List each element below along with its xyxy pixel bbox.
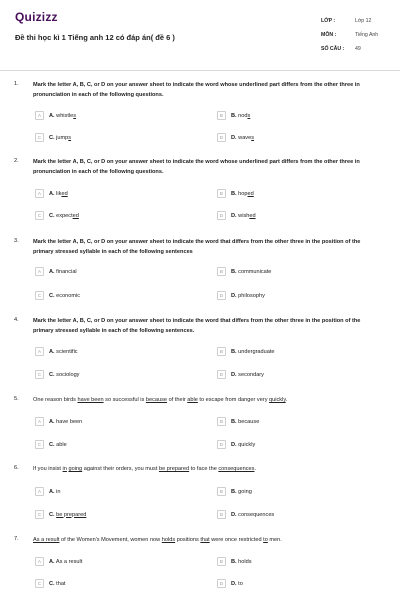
option-letter-box[interactable]: C [35, 370, 44, 379]
option-label: A. [49, 418, 55, 425]
option-label: B. [231, 190, 237, 197]
option-letter-box[interactable]: A [35, 487, 44, 496]
option-text [231, 559, 252, 565]
option-letter-box[interactable]: B [217, 111, 226, 120]
option-word-part: because [238, 418, 260, 425]
option-letter-box[interactable]: C [35, 133, 44, 142]
question-text [33, 396, 379, 406]
question-number: 4. [14, 317, 19, 323]
option-letter-box[interactable]: D [217, 440, 226, 449]
option-text [231, 135, 254, 141]
option-text [49, 512, 86, 518]
option-text [49, 419, 82, 425]
underlined-phrase: As a result [33, 537, 60, 543]
underlined-phrase: able [187, 397, 198, 403]
option-text [231, 442, 255, 448]
answer-option-d[interactable] [217, 290, 265, 301]
question-number: 6. [14, 465, 19, 471]
option-label: C. [49, 292, 55, 299]
option-text [231, 512, 274, 518]
answer-option-b[interactable] [217, 110, 250, 121]
question-text [33, 536, 379, 546]
text-segment: . [285, 397, 288, 403]
question-text: Mark the letter A, B, C, or D on your answer sheet to indicate the word whose underlined part differs from the other three in pronunciation in each of the following questions. [33, 159, 360, 175]
answer-option-d[interactable] [217, 439, 255, 450]
option-label: B. [231, 558, 237, 565]
option-label: C. [49, 441, 55, 448]
text-segment: . [254, 466, 256, 472]
question-number: 7. [14, 536, 19, 542]
answer-option-b[interactable] [217, 556, 252, 567]
answer-option-d[interactable] [217, 210, 256, 221]
answer-option-d[interactable] [217, 578, 243, 589]
option-word-part: that [56, 580, 66, 587]
meta-value: 49 [355, 46, 361, 52]
text-segment: of the Women's Movement, women now [59, 537, 162, 543]
option-word-part: wave [238, 134, 252, 141]
option-text [49, 559, 82, 565]
option-label: B. [231, 418, 237, 425]
underlined-part: s [247, 112, 251, 119]
text-segment: If you insist [33, 466, 63, 472]
answer-option-c[interactable] [35, 509, 86, 520]
option-word-part: economic [56, 292, 81, 299]
meta-value: Lớp 12 [355, 18, 372, 24]
option-text [49, 135, 71, 141]
question-text [33, 465, 379, 475]
underlined-phrase: going [68, 466, 83, 472]
quizizz-logo: Quizizz [15, 10, 58, 24]
option-text [49, 213, 79, 219]
meta-info [321, 14, 391, 56]
answer-option-c[interactable] [35, 290, 80, 301]
option-word-part: financial [56, 268, 77, 275]
meta-row-class [321, 14, 391, 28]
option-label: B. [231, 488, 237, 495]
text-segment: to face the [189, 466, 219, 472]
option-letter-box[interactable]: C [35, 211, 44, 220]
underlined-part: ed [72, 212, 79, 219]
option-label: B. [231, 348, 237, 355]
underlined-part: be prepared [56, 511, 87, 518]
text-segment: were once restricted [209, 537, 264, 543]
option-word-part: philosophy [238, 292, 265, 299]
question-text: Mark the letter A, B, C, or D on your answer sheet to indicate the word whose underlined part differs from the other three in pronunciation in each of the following questions. [33, 82, 360, 98]
option-label: B. [231, 268, 237, 275]
option-label: A. [49, 558, 55, 565]
answer-option-a[interactable] [35, 188, 68, 199]
option-word-part: communicate [238, 268, 272, 275]
underlined-phrase: quickly [269, 397, 286, 403]
answer-option-c[interactable] [35, 369, 79, 380]
option-letter-box[interactable]: A [35, 111, 44, 120]
option-label: D. [231, 441, 237, 448]
option-letter-box[interactable]: C [35, 579, 44, 588]
option-text [231, 372, 264, 378]
underlined-phrase: be prepared [158, 466, 190, 472]
option-word-part: in [56, 488, 61, 495]
option-text [231, 293, 265, 299]
option-text [49, 349, 78, 355]
option-letter-box[interactable]: B [217, 267, 226, 276]
option-letter-box[interactable]: B [217, 189, 226, 198]
option-word-part: wish [238, 212, 250, 219]
option-text [231, 191, 254, 197]
option-text [49, 442, 67, 448]
question-number: 3. [14, 238, 19, 244]
underlined-part: s [251, 134, 255, 141]
option-text [231, 489, 252, 495]
answer-option-a[interactable] [35, 266, 77, 277]
meta-key: MÔN : [321, 32, 337, 38]
option-word-part: undergraduate [238, 348, 275, 355]
option-label: D. [231, 371, 237, 378]
underlined-part: ed [61, 190, 68, 197]
option-letter-box[interactable]: B [217, 347, 226, 356]
option-letter-box[interactable]: D [217, 579, 226, 588]
option-word-part: consequences [238, 511, 275, 518]
answer-option-c[interactable] [35, 132, 71, 143]
option-label: C. [49, 511, 55, 518]
option-letter-box[interactable]: B [217, 487, 226, 496]
option-label: C. [49, 371, 55, 378]
option-text [49, 581, 66, 587]
option-word-part: sociology [56, 371, 80, 378]
option-letter-box[interactable]: D [217, 291, 226, 300]
answer-option-b[interactable] [217, 486, 252, 497]
option-word-part: expect [56, 212, 73, 219]
option-label: A. [49, 190, 55, 197]
underlined-part: s [68, 134, 72, 141]
answer-option-b[interactable] [217, 346, 275, 357]
answer-option-a[interactable] [35, 346, 78, 357]
answer-option-d[interactable] [217, 132, 254, 143]
underlined-phrase: have been [77, 397, 104, 403]
text-segment: positions [175, 537, 201, 543]
option-letter-box[interactable]: A [35, 417, 44, 426]
answer-option-c[interactable] [35, 439, 67, 450]
option-label: C. [49, 212, 55, 219]
option-label: B. [231, 112, 237, 119]
underlined-phrase: to [263, 537, 268, 543]
option-label: D. [231, 212, 237, 219]
option-text [231, 213, 256, 219]
option-letter-box[interactable]: C [35, 291, 44, 300]
answer-option-b[interactable] [217, 188, 254, 199]
option-letter-box[interactable]: D [217, 370, 226, 379]
answer-option-a[interactable] [35, 486, 61, 497]
option-letter-box[interactable]: A [35, 557, 44, 566]
option-word-part: whistle [56, 112, 74, 119]
underlined-phrase: because [145, 397, 168, 403]
answer-option-a[interactable] [35, 110, 76, 121]
meta-key: SỐ CÂU : [321, 46, 345, 52]
option-label: A. [49, 268, 55, 275]
option-letter-box[interactable]: B [217, 417, 226, 426]
text-segment: men. [267, 537, 282, 543]
answer-option-d[interactable] [217, 369, 264, 380]
underlined-part: ed [247, 190, 254, 197]
answer-option-c[interactable] [35, 578, 66, 589]
question-text: Mark the letter A, B, C, or D on your answer sheet to indicate the word that differs from the other three in the position of the primary stressed syllable in each of the following sentences [33, 239, 361, 255]
option-word-part: holds [238, 558, 252, 565]
option-label: A. [49, 488, 55, 495]
option-word-part: nod [238, 112, 248, 119]
question-number: 1. [14, 81, 19, 87]
option-label: C. [49, 580, 55, 587]
answer-option-b[interactable] [217, 416, 259, 427]
underlined-part: ed [249, 212, 256, 219]
text-segment: of their [167, 397, 188, 403]
underlined-phrase: holds [161, 537, 176, 543]
meta-row-subject [321, 28, 391, 42]
option-word-part: lik [56, 190, 62, 197]
meta-value: Tiếng Anh [355, 32, 379, 38]
option-text [231, 581, 243, 587]
option-word-part: jump [56, 134, 69, 141]
option-word-part: hop [238, 190, 248, 197]
option-word-part: to [238, 580, 243, 587]
option-text [49, 489, 61, 495]
option-letter-box[interactable]: C [35, 440, 44, 449]
option-text [49, 269, 77, 275]
question-number: 5. [14, 396, 19, 402]
meta-key: LỚP : [321, 18, 336, 24]
option-letter-box[interactable]: A [35, 347, 44, 356]
option-letter-box[interactable]: A [35, 189, 44, 198]
option-text [49, 372, 79, 378]
option-label: C. [49, 134, 55, 141]
option-word-part: have been [56, 418, 83, 425]
underlined-part: s [73, 112, 77, 119]
option-text [231, 269, 271, 275]
option-label: D. [231, 511, 237, 518]
option-letter-box[interactable]: D [217, 211, 226, 220]
text-segment: so successful is [103, 397, 146, 403]
option-letter-box[interactable]: D [217, 510, 226, 519]
underlined-phrase: that [200, 537, 210, 543]
option-text [231, 419, 259, 425]
text-segment: to escape from danger very [197, 397, 270, 403]
option-word-part: able [56, 441, 67, 448]
option-word-part: As a result [55, 558, 83, 565]
option-label: D. [231, 134, 237, 141]
option-letter-box[interactable]: D [217, 133, 226, 142]
option-label: D. [231, 580, 237, 587]
option-label: A. [49, 112, 55, 119]
option-letter-box[interactable]: A [35, 267, 44, 276]
option-text [231, 349, 275, 355]
option-text [49, 293, 80, 299]
option-word-part: quickly [238, 441, 256, 448]
underlined-phrase: in [62, 466, 67, 472]
option-word-part: scientific [56, 348, 78, 355]
answer-option-b[interactable] [217, 266, 271, 277]
underlined-phrase: consequences [218, 466, 255, 472]
option-text [231, 113, 250, 119]
text-segment: against their orders, you must [82, 466, 159, 472]
answer-option-c[interactable] [35, 210, 79, 221]
question-number: 2. [14, 158, 19, 164]
worksheet-header [0, 0, 400, 66]
text-segment: One reason birds [33, 397, 78, 403]
meta-row-count [321, 42, 391, 56]
header-divider [0, 70, 400, 71]
option-word-part: going [238, 488, 252, 495]
answer-option-a[interactable] [35, 556, 82, 567]
answer-option-a[interactable] [35, 416, 82, 427]
document-title: Đề thi học kì 1 Tiếng anh 12 có đáp án( đề 6 ) [15, 33, 175, 42]
question-text: Mark the letter A, B, C, or D on your answer sheet to indicate the word that differs from the other three in the position of the primary stressed syllable in each of the following sentences. [33, 318, 361, 334]
option-letter-box[interactable]: B [217, 557, 226, 566]
answer-option-d[interactable] [217, 509, 274, 520]
option-word-part: secondary [238, 371, 264, 378]
option-label: D. [231, 292, 237, 299]
option-label: A. [49, 348, 55, 355]
option-text [49, 191, 68, 197]
option-text [49, 113, 76, 119]
option-letter-box[interactable]: C [35, 510, 44, 519]
